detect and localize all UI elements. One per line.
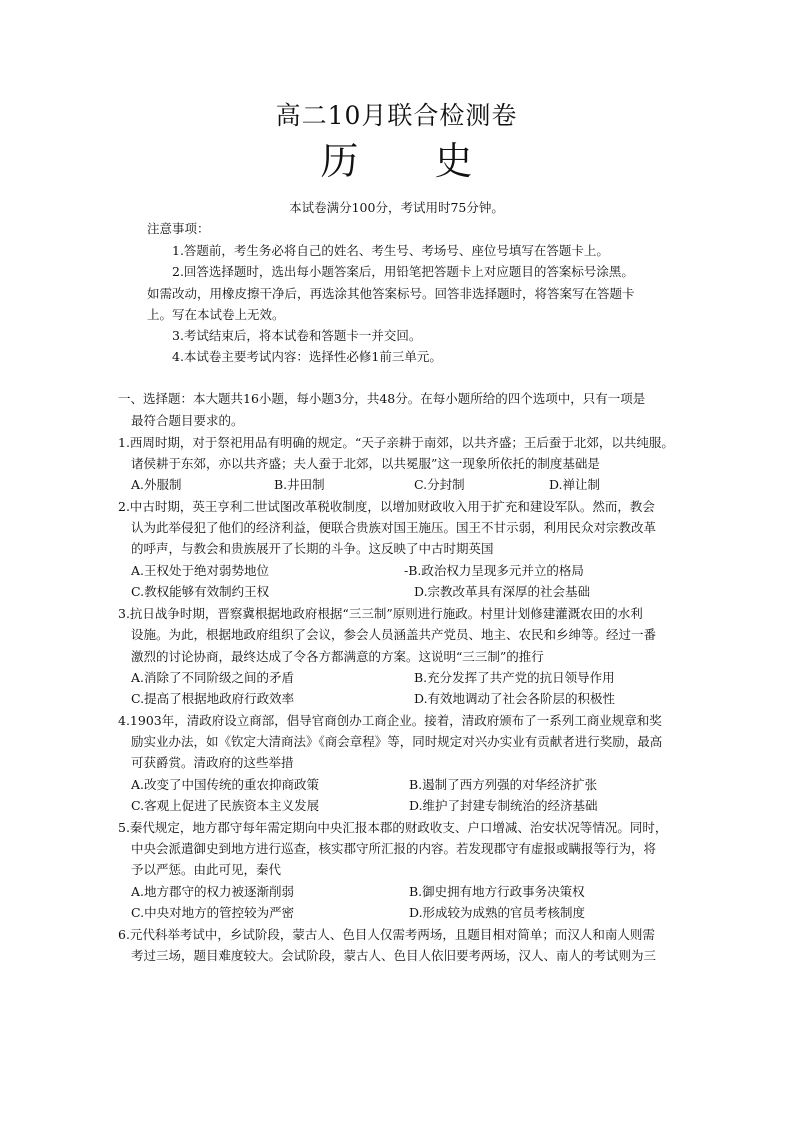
exam-info: 本试卷满分100分，考试用时75分钟。 — [289, 200, 504, 215]
section-instruction: 最符合题目要求的。 — [131, 413, 244, 428]
option-c: C.中央对地方的管控较为严密 — [131, 905, 295, 920]
question-stem: 可获爵赏。清政府的这些举措 — [131, 755, 294, 770]
subject-title: 历 史 — [320, 139, 473, 183]
question-stem: 诸侯耕于东郊，亦以共齐盛；夫人蚕于北郊，以共冕服”这一现象所依托的制度基础是 — [131, 456, 600, 471]
option-c: C.提高了根据地政府行政效率 — [131, 691, 295, 706]
note-line: 1.答题前，考生务必将自己的姓名、考生号、考场号、座位号填写在答题卡上。 — [172, 243, 609, 258]
option-d: D.有效地调动了社会各阶层的积极性 — [414, 691, 616, 706]
option-b: B.遏制了西方列强的对华经济扩张 — [409, 777, 598, 792]
question-stem: 4.1903年，清政府设立商部，倡导官商创办工商企业。接着，清政府颁布了一系列工商业规章和奖 — [118, 713, 662, 728]
question-stem: 中央会派遣御史到地方进行巡查，核实郡守所汇报的内容。若发现郡守有虚报或瞒报等行为，将 — [131, 841, 657, 856]
question-stem: 激烈的讨论协商，最终达成了令各方都满意的方案。这说明“三三制”的推行 — [131, 649, 544, 664]
option-b: B.充分发挥了共产党的抗日领导作用 — [414, 670, 615, 685]
note-line: 上。写在本试卷上无效。 — [147, 307, 285, 322]
option-a: A.地方郡守的权力被逐渐削弱 — [131, 884, 295, 899]
question-stem: 予以严惩。由此可见，秦代 — [131, 862, 282, 877]
option-a: A.王权处于绝对弱势地位 — [131, 563, 270, 578]
option-d: D.宗教改革具有深厚的社会基础 — [414, 584, 591, 599]
exam-title: 高二10月联合检测卷 — [275, 101, 518, 130]
question-stem: 励实业办法，如《钦定大清商法》《商会章程》等，同时规定对兴办实业有贡献者进行奖励，最高 — [131, 734, 663, 749]
question-stem: 考过三场，题目难度较大。会试阶段，蒙古人、色目人依旧要考两场，汉人、南人的考试则为三 — [131, 948, 657, 963]
section-instruction: 一、选择题：本大题共16小题，每小题3分，共48分。在每小题所给的四个选项中，只有一项是 — [118, 391, 646, 406]
question-stem: 的呼声，与教会和贵族展开了长期的斗争。这反映了中古时期英国 — [131, 541, 494, 556]
option-b: -B.政治权力呈现多元并立的格局 — [404, 563, 584, 578]
question-stem: 3.抗日战争时期，晋察冀根据地政府根据“三三制”原则进行施政。村里计划修建灌溉农田的水利 — [118, 606, 643, 621]
option-b: B.井田制 — [274, 477, 325, 492]
option-c: C.客观上促进了民族资本主义发展 — [131, 798, 320, 813]
note-line: 2.回答选择题时，选出每小题答案后，用铅笔把答题卡上对应题目的答案标号涂黑。 — [172, 264, 634, 279]
option-a: A.改变了中国传统的重农抑商政策 — [131, 777, 320, 792]
option-a: A.消除了不同阶级之间的矛盾 — [131, 670, 295, 685]
option-c: C.教权能够有效制约王权 — [131, 584, 270, 599]
option-d: D.禅让制 — [549, 477, 601, 492]
notes-heading: 注意事项： — [147, 221, 210, 236]
question-stem: 认为此举侵犯了他们的经济利益，便联合贵族对国王施压。国王不甘示弱，利用民众对宗教改革 — [131, 520, 657, 535]
note-line: 3.考试结束后，将本试卷和答题卡一并交回。 — [172, 328, 422, 343]
note-line: 4.本试卷主要考试内容：选择性必修1前三单元。 — [172, 349, 442, 364]
question-stem: 6.元代科举考试中，乡试阶段，蒙古人、色目人仅需考两场，且题目相对简单；而汉人和南人则需 — [118, 927, 655, 942]
question-stem: 1.西周时期，对于祭祀用品有明确的规定。“天子亲耕于南郊，以共齐盛；王后蚕于北郊，以共纯服。 — [118, 435, 674, 450]
question-stem: 设施。为此，根据地政府组织了会议，参会人员涵盖共产党员、地主、农民和乡绅等。经过一番 — [131, 627, 657, 642]
option-d: D.维护了封建专制统治的经济基础 — [409, 798, 598, 813]
option-d: D.形成较为成熟的官员考核制度 — [409, 905, 586, 920]
question-stem: 2.中古时期，英王亨利二世试图改革税收制度，以增加财政收入用于扩充和建设军队。然而，教会 — [118, 499, 655, 514]
option-a: A.外服制 — [131, 477, 182, 492]
option-b: B.御史拥有地方行政事务决策权 — [409, 884, 585, 899]
option-c: C.分封制 — [414, 477, 465, 492]
note-line: 如需改动，用橡皮擦干净后，再选涂其他答案标号。回答非选择题时，将答案写在答题卡 — [147, 286, 635, 301]
question-stem: 5.秦代规定，地方郡守每年需定期向中央汇报本郡的财政收支、户口增减、治安状况等情况。同时， — [118, 820, 668, 835]
